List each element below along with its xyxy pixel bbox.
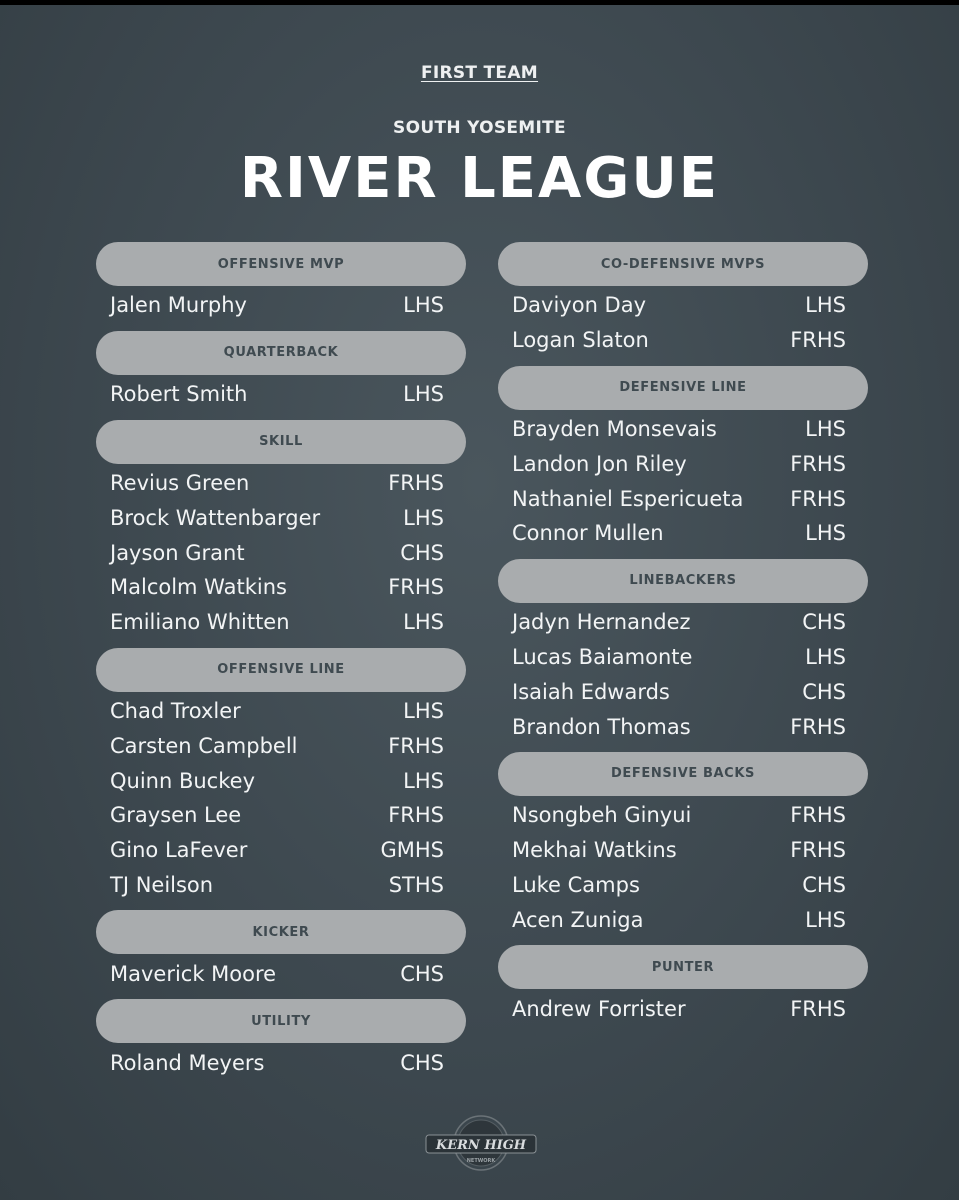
section-header-pill: PUNTER xyxy=(498,945,868,989)
player-school: LHS xyxy=(403,698,444,723)
player-name: Revius Green xyxy=(110,470,250,495)
player-name: Nsongbeh Ginyui xyxy=(512,803,692,828)
player-name: Logan Slaton xyxy=(512,328,649,353)
section-header-pill: OFFENSIVE MVP xyxy=(96,242,466,286)
player-school: LHS xyxy=(403,505,444,530)
player-name: Jalen Murphy xyxy=(110,293,247,318)
logo-text: KERN HIGH xyxy=(435,1138,527,1153)
player-school: LHS xyxy=(805,907,846,932)
award-section xyxy=(96,420,466,640)
player-school: FRHS xyxy=(790,996,846,1021)
player-row xyxy=(498,798,868,833)
player-school: FRHS xyxy=(388,470,444,495)
award-section xyxy=(96,242,466,323)
player-row xyxy=(96,868,466,903)
player-row xyxy=(96,466,466,501)
player-row xyxy=(498,412,868,447)
player-row xyxy=(96,694,466,729)
player-row xyxy=(498,902,868,937)
award-section xyxy=(498,945,868,1026)
award-section xyxy=(96,648,466,903)
award-section xyxy=(498,559,868,744)
player-name: Roland Meyers xyxy=(110,1050,265,1075)
section-header-pill: LINEBACKERS xyxy=(498,559,868,603)
logo-subtext: NETWORK xyxy=(466,1158,496,1164)
player-name: Nathaniel Espericueta xyxy=(512,486,744,511)
player-school: LHS xyxy=(805,644,846,669)
player-row xyxy=(498,446,868,481)
player-school: CHS xyxy=(802,679,846,704)
player-name: Emiliano Whitten xyxy=(110,610,290,635)
player-name: Carsten Campbell xyxy=(110,733,298,758)
player-row xyxy=(96,288,466,323)
player-name: Robert Smith xyxy=(110,382,248,407)
poster xyxy=(0,5,959,1200)
player-name: Graysen Lee xyxy=(110,803,242,828)
right-column xyxy=(498,242,868,1034)
player-row xyxy=(96,833,466,868)
player-name: Lucas Baiamonte xyxy=(512,644,693,669)
player-name: Quinn Buckey xyxy=(110,768,255,793)
player-row xyxy=(498,516,868,551)
award-section xyxy=(96,999,466,1080)
section-header-pill: UTILITY xyxy=(96,999,466,1043)
player-school: CHS xyxy=(400,1050,444,1075)
player-name: Gino LaFever xyxy=(110,838,248,863)
left-column xyxy=(96,242,466,1088)
player-row xyxy=(96,798,466,833)
player-row xyxy=(498,709,868,744)
player-name: Maverick Moore xyxy=(110,961,277,986)
player-row xyxy=(498,605,868,640)
league-subtitle: SOUTH YOSEMITE xyxy=(393,118,566,138)
player-row xyxy=(498,323,868,358)
player-school: FRHS xyxy=(790,714,846,739)
player-school: LHS xyxy=(805,293,846,318)
player-name: Brock Wattenbarger xyxy=(110,505,321,530)
award-section xyxy=(498,242,868,358)
player-school: GMHS xyxy=(380,838,444,863)
player-school: LHS xyxy=(403,293,444,318)
player-row xyxy=(96,605,466,640)
award-section xyxy=(96,910,466,991)
player-school: FRHS xyxy=(790,803,846,828)
player-name: Landon Jon Riley xyxy=(512,451,687,476)
player-school: FRHS xyxy=(388,733,444,758)
section-header-pill: DEFENSIVE BACKS xyxy=(498,752,868,796)
player-row xyxy=(96,535,466,570)
player-row xyxy=(96,570,466,605)
player-school: FRHS xyxy=(790,486,846,511)
player-school: LHS xyxy=(403,382,444,407)
award-section xyxy=(96,331,466,412)
player-row xyxy=(96,377,466,412)
player-row xyxy=(498,868,868,903)
player-school: CHS xyxy=(802,872,846,897)
player-school: FRHS xyxy=(790,451,846,476)
section-header-pill: OFFENSIVE LINE xyxy=(96,648,466,692)
section-header-pill: SKILL xyxy=(96,420,466,464)
player-row xyxy=(96,500,466,535)
award-section xyxy=(498,752,868,937)
player-name: Mekhai Watkins xyxy=(512,838,677,863)
player-row xyxy=(498,288,868,323)
player-row xyxy=(96,1045,466,1080)
player-school: LHS xyxy=(805,521,846,546)
player-school: CHS xyxy=(802,610,846,635)
player-name: TJ Neilson xyxy=(110,872,214,897)
player-name: Connor Mullen xyxy=(512,521,664,546)
player-school: STHS xyxy=(388,872,444,897)
player-row xyxy=(498,833,868,868)
player-name: Andrew Forrister xyxy=(512,996,686,1021)
player-row xyxy=(498,481,868,516)
player-school: FRHS xyxy=(388,575,444,600)
league-title: RIVER LEAGUE xyxy=(239,146,720,211)
player-name: Malcolm Watkins xyxy=(110,575,287,600)
player-school: LHS xyxy=(403,610,444,635)
player-name: Jadyn Hernandez xyxy=(512,610,691,635)
player-row xyxy=(498,991,868,1026)
section-header-pill: QUARTERBACK xyxy=(96,331,466,375)
player-school: FRHS xyxy=(790,328,846,353)
kern-high-network-logo-icon xyxy=(424,1113,538,1173)
player-school: LHS xyxy=(403,768,444,793)
player-name: Isaiah Edwards xyxy=(512,679,670,704)
player-school: CHS xyxy=(400,540,444,565)
player-name: Jayson Grant xyxy=(110,540,245,565)
player-name: Acen Zuniga xyxy=(512,907,644,932)
player-school: FRHS xyxy=(388,803,444,828)
first-team-heading: FIRST TEAM xyxy=(420,63,539,83)
player-row xyxy=(96,728,466,763)
player-row xyxy=(96,763,466,798)
player-name: Brandon Thomas xyxy=(512,714,691,739)
player-name: Daviyon Day xyxy=(512,293,647,318)
award-section xyxy=(498,366,868,551)
player-school: FRHS xyxy=(790,838,846,863)
player-name: Chad Troxler xyxy=(110,698,241,723)
section-header-pill: DEFENSIVE LINE xyxy=(498,366,868,410)
player-name: Luke Camps xyxy=(512,872,640,897)
player-row xyxy=(498,674,868,709)
player-school: LHS xyxy=(805,416,846,441)
section-header-pill: CO-DEFENSIVE MVPS xyxy=(498,242,868,286)
player-row xyxy=(498,640,868,675)
section-header-pill: KICKER xyxy=(96,910,466,954)
player-school: CHS xyxy=(400,961,444,986)
player-row xyxy=(96,956,466,991)
player-name: Brayden Monsevais xyxy=(512,416,717,441)
